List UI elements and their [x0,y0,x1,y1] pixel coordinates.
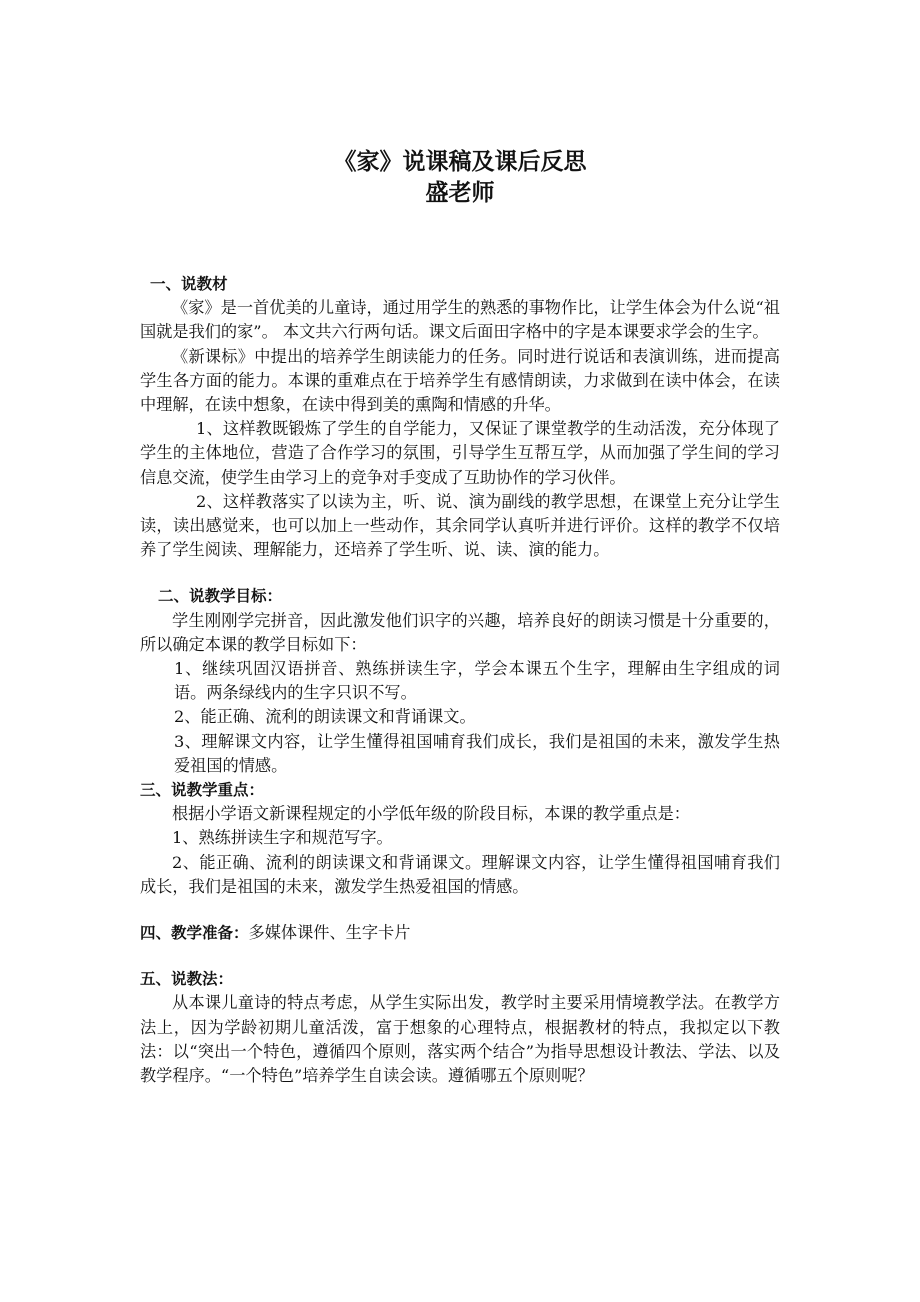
paragraph: 从本课儿童诗的特点考虑，从学生实际出发，教学时主要采用情境教学法。在教学方法上，因为学龄初期儿童活泼，富于想象的心理特点，根据教材的特点，我拟定以下教法：以“突出一个特色，遵循四个原则，落实两个结合”为指导思想设计教法、学法、以及教学程序。“一个特色”培养学生自读会读。遵循哪五个原则呢？ [140,993,780,1086]
section-heading-textbook: 一、说教材 [150,275,228,293]
paragraph: 《新课标》中提出的培养学生朗读能力的任务。同时进行说话和表演训练，进而提高学生各方面的能力。本课的重难点在于培养学生有感情朗读，力求做到在读中体会，在读中理解，在读中想象，在读中得到美的熏陶和情感的升华。 [140,346,780,415]
paragraph: 根据小学语文新课程规定的小学低年级的阶段目标，本课的教学重点是： [172,804,690,824]
list-item: 1、熟练拼读生字和规范写字。 [172,828,393,848]
list-item: 2、能正确、流利的朗读课文和背诵课文。理解课文内容，让学生懂得祖国哺育我们成长，我们是祖国的未来，激发学生热爱祖国的情感。 [140,852,780,896]
paragraph: 2、这样教落实了以读为主，听、说、演为副线的教学思想，在课堂上充分让学生读，读出感觉来，也可以加上一些动作，其余同学认真听并进行评价。这样的教学不仅培养了学生阅读、理解能力，还培养了学生听、说、读、演的能力。 [140,491,780,560]
list-item: 2、能正确、流利的朗读课文和背诵课文。 [174,707,476,727]
list-item: 1、继续巩固汉语拼音、熟练拼读生字，学会本课五个生字，理解由生字组成的词语。两条绿线内的生字只识不写。 [174,659,780,703]
section-heading-key-points: 三、说教学重点： [140,781,265,800]
section-preparation [140,921,780,945]
section-heading-methods: 五、说教法： [140,970,234,989]
section-heading-preparation: 四、教学准备： [140,924,249,943]
section-heading-objectives: 二、说教学目标： [158,587,283,606]
document-author: 盛老师 [425,180,495,206]
paragraph: 学生刚刚学完拼音，因此激发他们识字的兴趣，培养良好的朗读习惯是十分重要的，所以确定本课的教学目标如下： [140,610,780,654]
list-item: 3、理解课文内容，让学生懂得祖国哺育我们成长，我们是祖国的未来，激发学生热爱祖国的情感。 [174,731,780,775]
document-body [140,272,780,1088]
preparation-text: 多媒体课件、生字卡片 [248,923,411,943]
paragraph: 《家》是一首优美的儿童诗，通过用学生的熟悉的事物作比，让学生体会为什么说“祖国就是我们的家”。 本文共六行两句话。课文后面田字格中的字是本课要求学会的生字。 [140,298,780,342]
document-title: 《家》说课稿及课后反思 [333,149,587,175]
paragraph: 1、这样教既锻炼了学生的自学能力，又保证了课堂教学的生动活泼，充分体现了学生的主体地位，营造了合作学习的氛围，引导学生互帮互学，从而加强了学生间的学习信息交流，使学生由学习上的竞争对手变成了互助协作的学习伙伴。 [140,419,780,487]
